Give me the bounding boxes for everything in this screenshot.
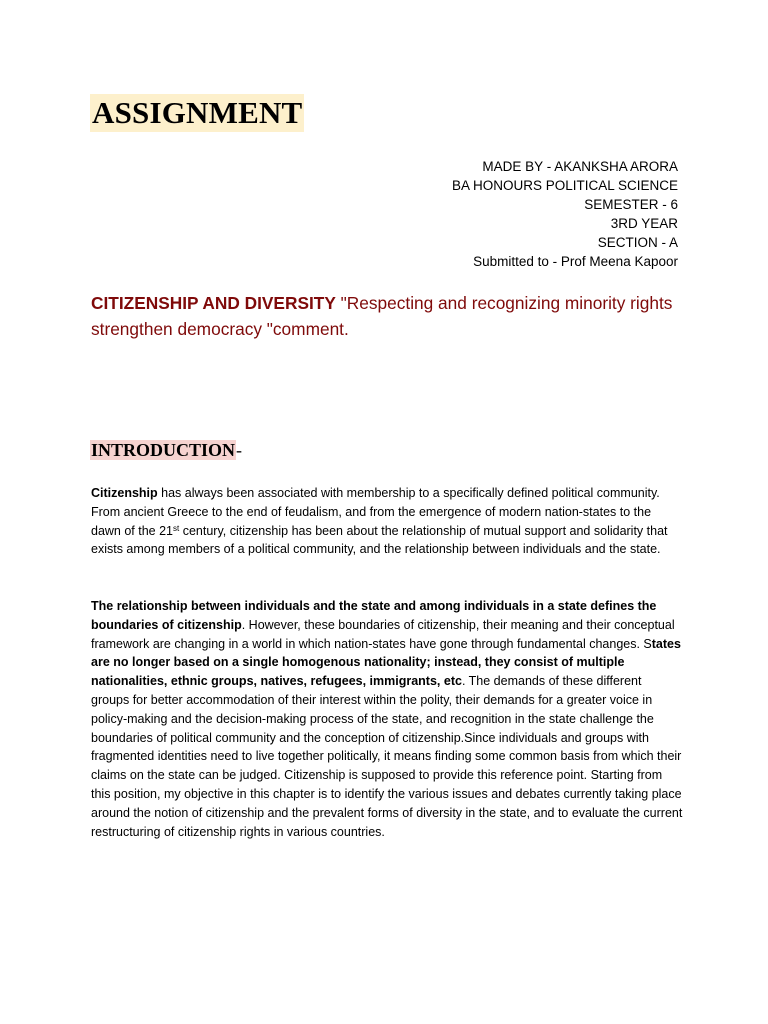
- assignment-topic: [91, 290, 691, 342]
- course-line: BA HONOURS POLITICAL SCIENCE: [451, 177, 678, 193]
- topic-question: "Respecting and recognizing minority rights strengthen democracy "comment.: [91, 293, 673, 339]
- paragraph-1-text-a: has always been associated with membership to a specifically defined political community. From ancient Greece to the end of feudalism, and from the emergence of modern nation-states to the dawn of the 21: [91, 486, 660, 538]
- topic-heading: CITIZENSHIP AND DIVERSITY: [91, 293, 336, 313]
- submitted-to-line: Submitted to - Prof Meena Kapoor: [473, 253, 678, 269]
- author-info-block: [452, 158, 678, 271]
- introduction-paragraph-2: [91, 597, 683, 841]
- introduction-heading-label: INTRODUCTION: [91, 440, 236, 460]
- year-line: 3RD YEAR: [610, 215, 678, 231]
- paragraph-2-bold-2: tates are no longer based on a single homogenous nationality; instead, they consist of multiple nationalities, ethnic groups, natives, refugees, immigrants, etc: [91, 636, 681, 689]
- paragraph-1-text-b: century, citizenship has been about the relationship of mutual support and solidarity that exists among members of a political community, and the relationship between individuals and the state.: [91, 523, 668, 557]
- paragraph-2-text-2: . The demands of these different groups for better accommodation of their interest within the polity, their demands for a greater voice in policy-making and the decision-making process of the state, and recognition in the state challenge the boundaries of political community and the conception of citizenship.Since individuals and groups with fragmented identities need to live together politically, it means finding some common basis from which their claims on the state can be judged. Citizenship is supposed to provide this reference point. Starting from this position, my objective in this chapter is to identify the various issues and debates currently taking place around the notion of citizenship and the prevalent forms of diversity in the state, and to evaluate the current restructuring of citizenship rights in various countries.: [91, 674, 683, 839]
- ordinal-superscript: st: [173, 523, 180, 533]
- introduction-heading-dash: -: [236, 440, 243, 460]
- document-title: ASSIGNMENT: [92, 95, 303, 130]
- section-line: SECTION - A: [597, 234, 678, 250]
- citizenship-term: Citizenship: [91, 486, 158, 500]
- paragraph-2-text-1: . However, these boundaries of citizenship, their meaning and their conceptual framework are changing in a world in which nation-states have gone through fundamental changes. S: [91, 617, 675, 651]
- author-line: MADE BY - AKANKSHA ARORA: [482, 159, 678, 174]
- introduction-paragraph-1: [91, 484, 683, 559]
- semester-line: SEMESTER - 6: [584, 196, 678, 212]
- paragraph-2-bold-1: The relationship between individuals and the state and among individuals in a state defines the boundaries of citizenship: [91, 599, 657, 632]
- introduction-heading: [90, 438, 242, 462]
